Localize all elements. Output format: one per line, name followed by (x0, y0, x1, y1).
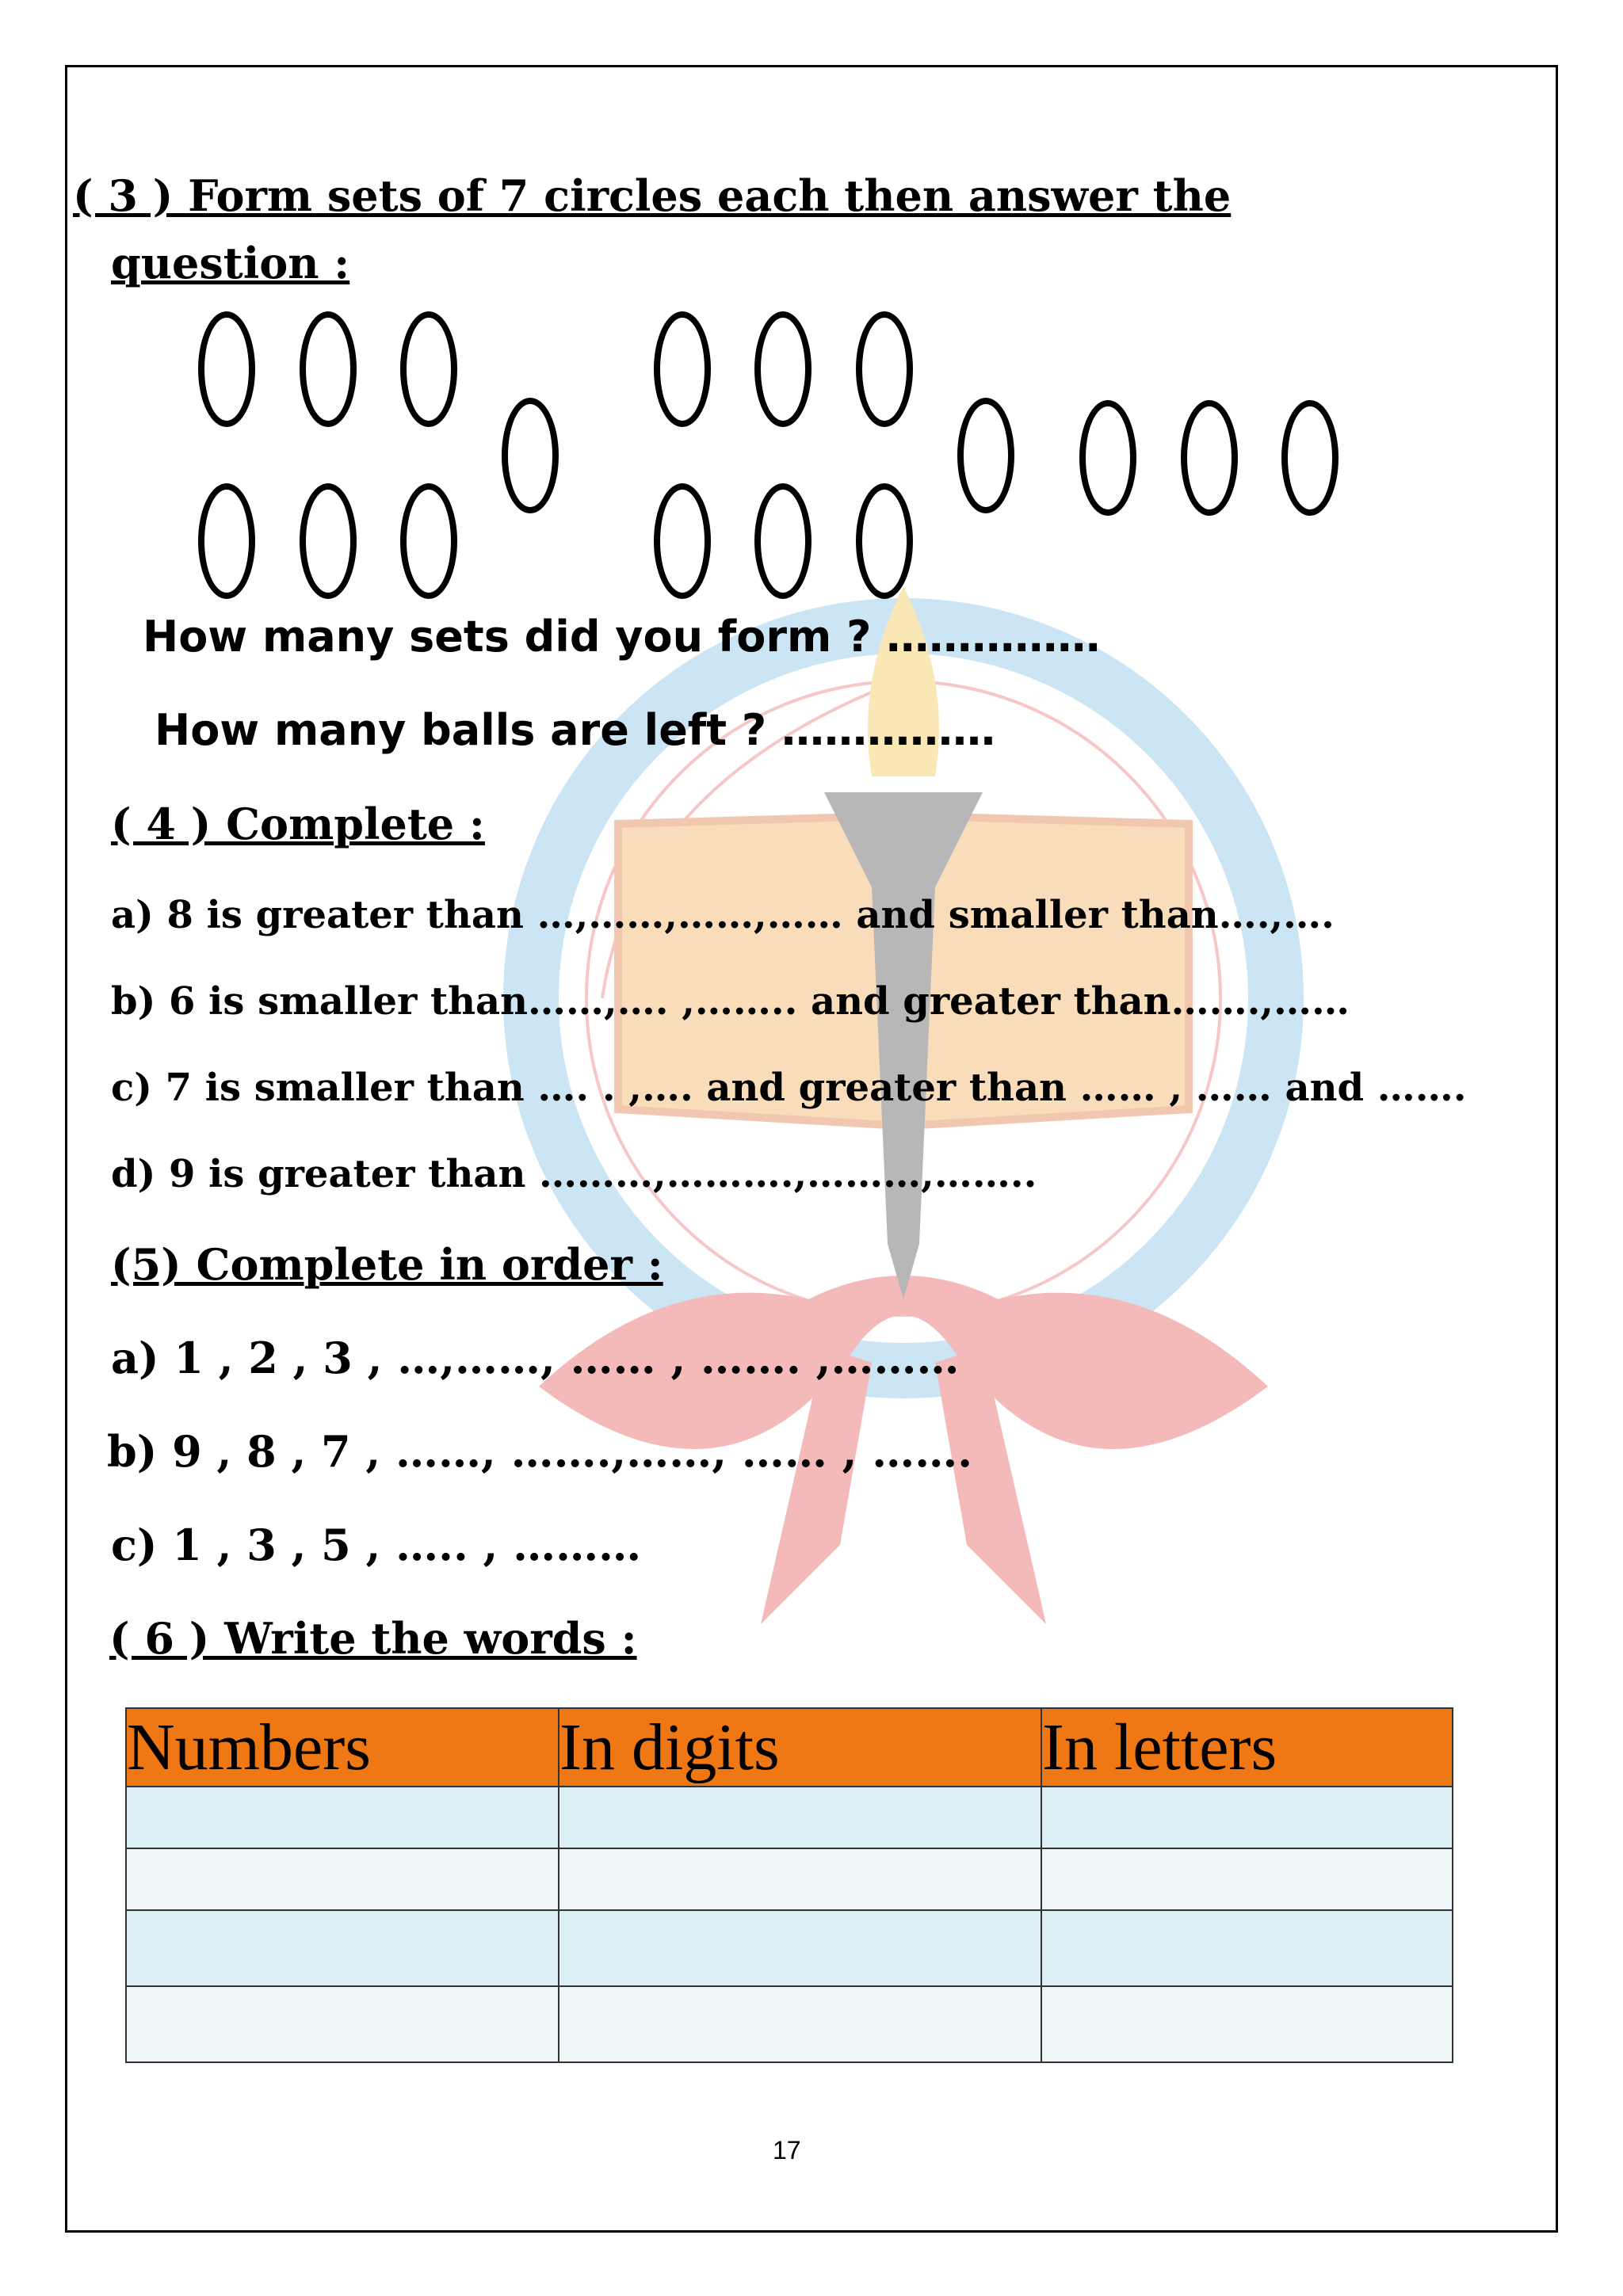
question-sets: How many sets did you form ? …………… (143, 612, 1101, 662)
table-cell[interactable] (1041, 1787, 1453, 1848)
table-cell[interactable] (126, 1787, 559, 1848)
section5-heading: (5) Complete in order : (111, 1239, 663, 1290)
circle (300, 483, 357, 599)
circle (856, 483, 913, 599)
header-numbers: Numbers (126, 1708, 559, 1787)
question-left: How many balls are left ? …………… (155, 705, 996, 755)
table-cell[interactable] (126, 1986, 559, 2062)
order-b: b) 9 , 8 , 7 , ……, …….,……, …… , ……. (107, 1426, 973, 1477)
table-cell[interactable] (559, 1986, 1041, 2062)
table-row (126, 1910, 1453, 1986)
table-row (126, 1848, 1453, 1910)
circle (1079, 400, 1136, 516)
circle (754, 483, 812, 599)
complete-b: b) 6 is smaller than……,…. ,…….. and greater than…….,…… (111, 979, 1350, 1024)
circle (1181, 400, 1238, 516)
table-row (126, 1787, 1453, 1848)
table-cell[interactable] (126, 1848, 559, 1910)
circle (502, 398, 559, 513)
circle (400, 311, 457, 427)
circle (856, 311, 913, 427)
circle (1281, 400, 1338, 516)
table-cell[interactable] (1041, 1986, 1453, 2062)
circle (300, 311, 357, 427)
circle (957, 398, 1014, 513)
table-cell[interactable] (559, 1787, 1041, 1848)
circle (754, 311, 812, 427)
words-table (125, 1707, 1453, 2063)
complete-c: c) 7 is smaller than …. . ,…. and greater than …… , …… and ……. (111, 1066, 1467, 1110)
header-in-letters: In letters (1041, 1708, 1453, 1787)
circle (198, 483, 255, 599)
header-in-digits: In digits (559, 1708, 1041, 1787)
complete-d: d) 9 is greater than ………,……….,………,…….. (111, 1152, 1037, 1196)
section6-heading: ( 6 ) Write the words : (109, 1613, 637, 1664)
table-row (126, 1986, 1453, 2062)
order-a: a) 1 , 2 , 3 , …,……, …… , ……. ,……… (111, 1333, 960, 1383)
table-header-row (126, 1708, 1453, 1787)
circle (198, 311, 255, 427)
table-cell[interactable] (1041, 1848, 1453, 1910)
table-cell[interactable] (559, 1848, 1041, 1910)
circle (400, 483, 457, 599)
section3-heading-line1: ( 3 ) Form sets of 7 circles each then answer the (73, 170, 1232, 221)
section3-heading-line2: question : (111, 238, 350, 288)
table-cell[interactable] (1041, 1910, 1453, 1986)
page-number: 17 (773, 2136, 801, 2164)
circle (654, 483, 711, 599)
section4-heading: ( 4 ) Complete : (111, 799, 485, 849)
order-c: c) 1 , 3 , 5 , ….. , ……… (111, 1520, 642, 1570)
table-cell[interactable] (126, 1910, 559, 1986)
complete-a: a) 8 is greater than …,……,……,…… and smaller than….,…. (111, 893, 1335, 937)
circle (654, 311, 711, 427)
table-cell[interactable] (559, 1910, 1041, 1986)
